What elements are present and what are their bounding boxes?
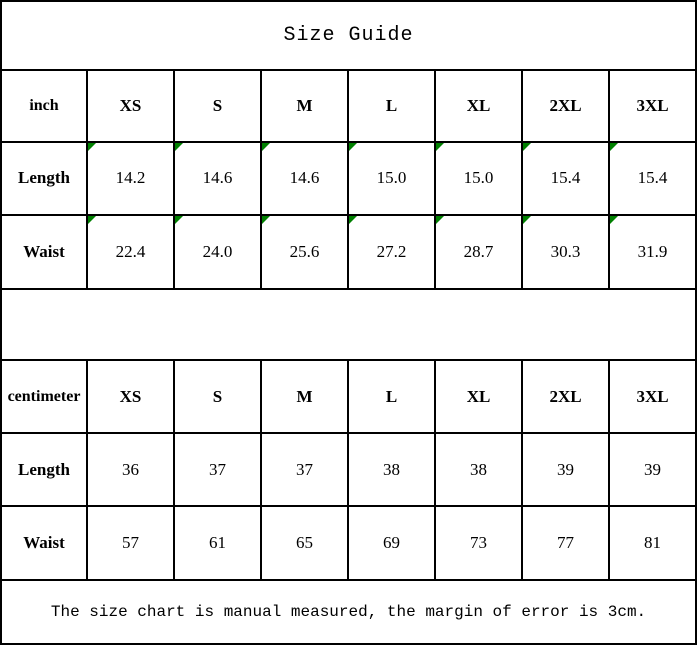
centimeter-waist-row (1, 506, 696, 580)
value-cell: 37 (174, 433, 261, 506)
col-header-m: M (261, 360, 348, 433)
unit-label-inch: inch (1, 70, 87, 142)
cell-value: 28.7 (463, 241, 494, 261)
col-header-l: L (348, 70, 435, 142)
value-cell: 81 (609, 506, 696, 580)
flag-triangle-icon (175, 143, 183, 151)
value-cell (435, 142, 522, 215)
flag-triangle-icon (349, 143, 357, 151)
value-cell: 57 (87, 506, 174, 580)
title-row (1, 1, 696, 70)
col-header-3xl: 3XL (609, 70, 696, 142)
flag-triangle-icon (262, 216, 270, 224)
flag-triangle-icon (610, 143, 618, 151)
col-header-2xl: 2XL (522, 360, 609, 433)
flag-triangle-icon (523, 143, 531, 151)
col-header-3xl: 3XL (609, 360, 696, 433)
flag-triangle-icon (88, 143, 96, 151)
cell-value: 15.0 (463, 168, 494, 188)
value-cell (174, 215, 261, 289)
row-label-length: Length (1, 433, 87, 506)
cell-value: 15.0 (376, 168, 407, 188)
value-cell (522, 215, 609, 289)
footer-note: The size chart is manual measured, the margin of error is 3cm. (1, 580, 696, 644)
value-cell (609, 215, 696, 289)
cell-value: 15.4 (637, 168, 668, 188)
col-header-xl: XL (435, 70, 522, 142)
value-cell (609, 142, 696, 215)
unit-label-centimeter: centimeter (1, 360, 87, 433)
cell-value: 22.4 (115, 241, 146, 261)
value-cell: 39 (609, 433, 696, 506)
value-cell: 69 (348, 506, 435, 580)
col-header-l: L (348, 360, 435, 433)
flag-triangle-icon (436, 216, 444, 224)
cell-value: 31.9 (637, 241, 668, 261)
value-cell (261, 215, 348, 289)
col-header-xl: XL (435, 360, 522, 433)
value-cell (348, 142, 435, 215)
cell-value: 14.6 (202, 168, 233, 188)
cell-value: 30.3 (550, 241, 581, 261)
value-cell: 36 (87, 433, 174, 506)
cell-value: 24.0 (202, 241, 233, 261)
value-cell: 77 (522, 506, 609, 580)
col-header-s: S (174, 70, 261, 142)
flag-triangle-icon (349, 216, 357, 224)
cell-value: 14.6 (289, 168, 320, 188)
value-cell: 38 (348, 433, 435, 506)
value-cell (174, 142, 261, 215)
value-cell: 65 (261, 506, 348, 580)
col-header-m: M (261, 70, 348, 142)
value-cell (522, 142, 609, 215)
flag-triangle-icon (436, 143, 444, 151)
spacer-row (1, 289, 696, 361)
value-cell (87, 215, 174, 289)
centimeter-header-row (1, 360, 696, 433)
cell-value: 27.2 (376, 241, 407, 261)
inch-header-row (1, 70, 696, 142)
centimeter-length-row (1, 433, 696, 506)
value-cell (261, 142, 348, 215)
col-header-xs: XS (87, 360, 174, 433)
row-label-waist: Waist (1, 506, 87, 580)
col-header-s: S (174, 360, 261, 433)
page-title: Size Guide (1, 1, 696, 70)
flag-triangle-icon (610, 216, 618, 224)
col-header-xs: XS (87, 70, 174, 142)
row-label-length: Length (1, 142, 87, 215)
value-cell: 61 (174, 506, 261, 580)
flag-triangle-icon (175, 216, 183, 224)
cell-value: 25.6 (289, 241, 320, 261)
value-cell (348, 215, 435, 289)
value-cell: 73 (435, 506, 522, 580)
row-label-waist: Waist (1, 215, 87, 289)
col-header-2xl: 2XL (522, 70, 609, 142)
flag-triangle-icon (88, 216, 96, 224)
value-cell (87, 142, 174, 215)
value-cell: 39 (522, 433, 609, 506)
inch-length-row (1, 142, 696, 215)
value-cell (435, 215, 522, 289)
value-cell: 38 (435, 433, 522, 506)
inch-waist-row (1, 215, 696, 289)
flag-triangle-icon (262, 143, 270, 151)
cell-value: 14.2 (115, 168, 146, 188)
spacer-cell (1, 289, 696, 361)
cell-value: 15.4 (550, 168, 581, 188)
value-cell: 37 (261, 433, 348, 506)
footer-row (1, 580, 696, 644)
flag-triangle-icon (523, 216, 531, 224)
